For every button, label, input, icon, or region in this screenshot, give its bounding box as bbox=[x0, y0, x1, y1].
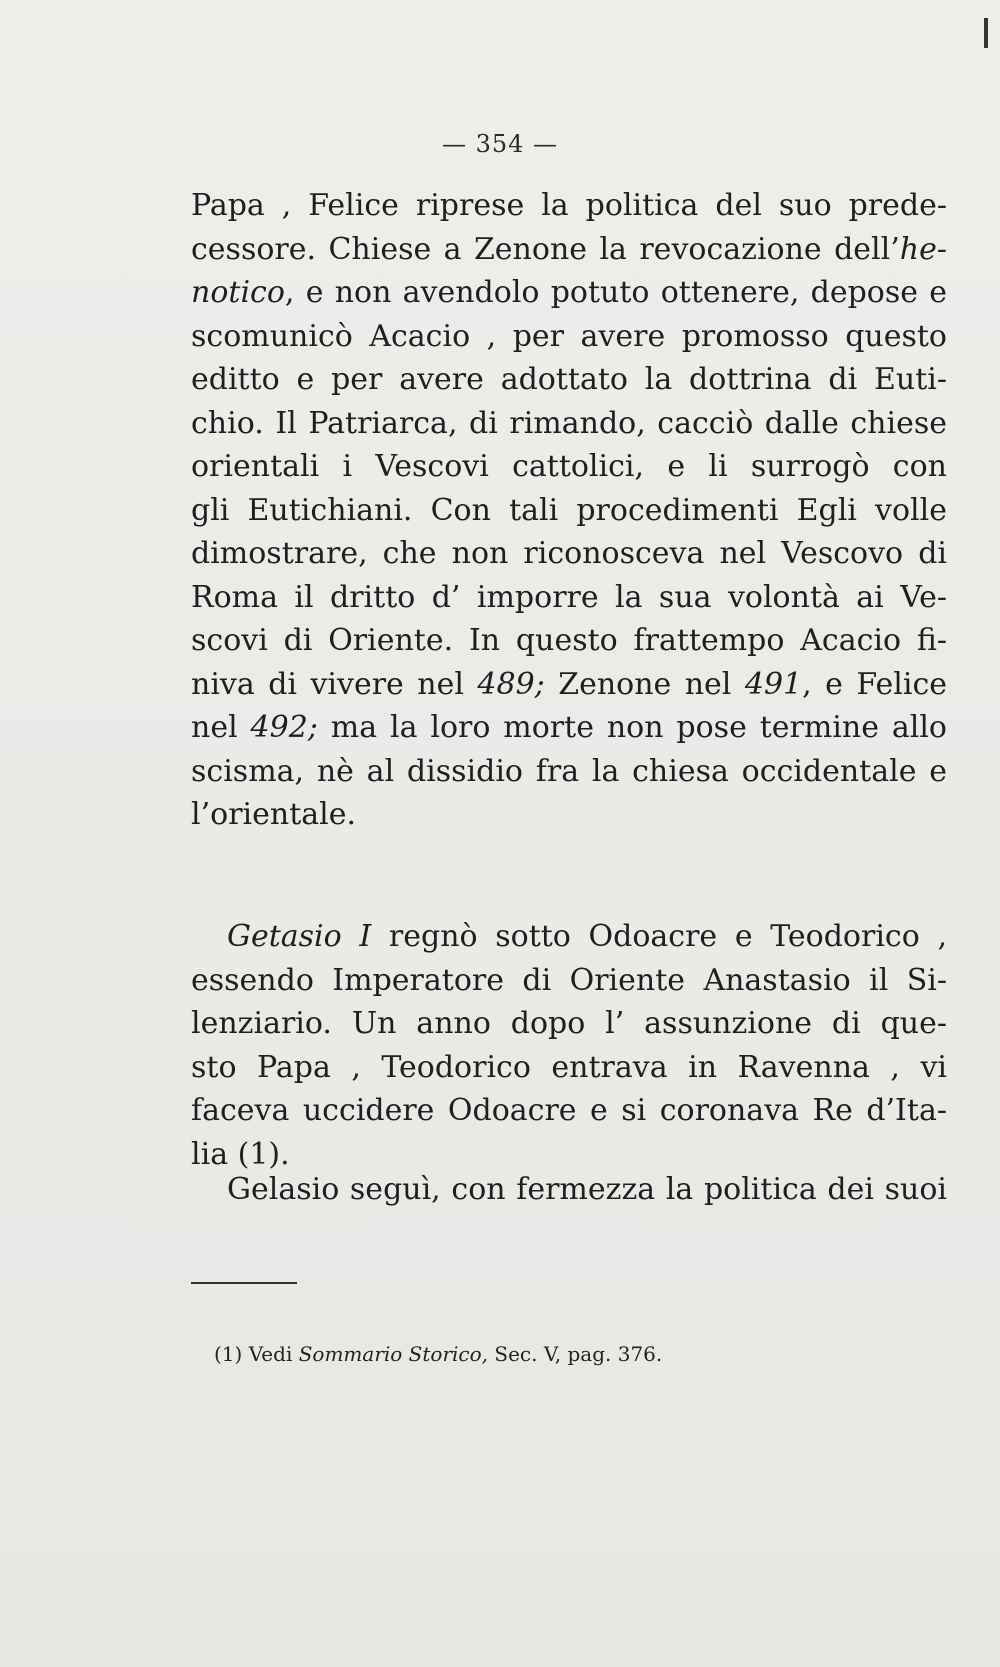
text-line: lia (1). bbox=[191, 1136, 290, 1172]
text-line: editto e per avere adottato la dottrina di Euti- bbox=[191, 362, 947, 397]
footnote-rule bbox=[191, 1282, 297, 1284]
italic-year: 492; bbox=[250, 710, 318, 745]
text-line: orientali i Vescovi cattolici, e li surrogò con bbox=[191, 449, 947, 484]
text-line bbox=[191, 706, 947, 750]
footnote bbox=[214, 1342, 662, 1366]
footnote-prefix: Vedi bbox=[248, 1342, 293, 1366]
text-line: chio. Il Patriarca, di rimando, cacciò dalle chiese bbox=[191, 405, 947, 441]
line-segment: regnò sotto Odoacre e Teodorico , bbox=[371, 919, 947, 954]
text-line: dimostrare, che non riconosceva nel Vescovo di bbox=[191, 536, 947, 571]
line-segment: cessore. Chiese a Zenone la revocazione dell’ bbox=[191, 231, 900, 267]
text-line: Papa , Felice riprese la politica del suo prede- bbox=[191, 188, 947, 223]
text-line: scomunicò Acacio , per avere promosso questo bbox=[191, 318, 947, 354]
text-line: essendo Imperatore di Oriente Anastasio il Si- bbox=[191, 962, 947, 998]
text-line bbox=[191, 271, 947, 315]
text-line: faceva uccidere Odoacre e si coronava Re d’Ita- bbox=[191, 1093, 947, 1128]
footnote-title: Sommario Storico, bbox=[298, 1342, 489, 1366]
text-line: l’orientale. bbox=[191, 797, 357, 832]
text-line bbox=[191, 915, 947, 959]
text-line: sto Papa , Teodorico entrava in Ravenna , vi bbox=[191, 1049, 947, 1085]
corner-mark bbox=[984, 18, 988, 48]
line-segment: , e Felice bbox=[802, 666, 947, 702]
text-line: gli Eutichiani. Con tali procedimenti Egli volle bbox=[191, 492, 947, 528]
paragraph-1 bbox=[191, 184, 947, 837]
italic-word-henotico-part1: he- bbox=[899, 231, 947, 267]
footnote-marker: (1) bbox=[214, 1342, 243, 1366]
text-line: Gelasio seguì, con fermezza la politica dei suoi bbox=[227, 1172, 947, 1207]
line-segment: , e non avendolo potuto ottenere, depose e bbox=[284, 275, 947, 310]
italic-year: 491 bbox=[744, 666, 803, 702]
line-segment: Zenone nel bbox=[544, 666, 745, 702]
italic-name-getasio: Getasio I bbox=[227, 919, 372, 954]
line-segment: niva di vivere nel bbox=[191, 666, 478, 702]
footnote-rest: Sec. V, pag. 376. bbox=[494, 1342, 663, 1366]
text-line: scisma, nè al dissidio fra la chiesa occidentale e bbox=[191, 753, 947, 789]
page-number: — 354 — bbox=[441, 130, 559, 158]
paragraph-2 bbox=[191, 915, 947, 1176]
italic-year: 489; bbox=[477, 666, 545, 702]
text-line bbox=[191, 663, 947, 707]
line-segment: ma la loro morte non pose termine allo bbox=[317, 710, 947, 745]
text-line: scovi di Oriente. In questo frattempo Acacio fi- bbox=[191, 623, 947, 658]
line-segment: nel bbox=[191, 710, 251, 745]
text-line: Roma il dritto d’ imporre la sua volontà ai Ve- bbox=[191, 579, 947, 615]
text-line: lenziario. Un anno dopo l’ assunzione di que- bbox=[191, 1006, 947, 1041]
italic-word-henotico-part2: notico bbox=[191, 275, 285, 310]
paragraph-3 bbox=[191, 1168, 947, 1212]
text-line bbox=[191, 228, 947, 272]
